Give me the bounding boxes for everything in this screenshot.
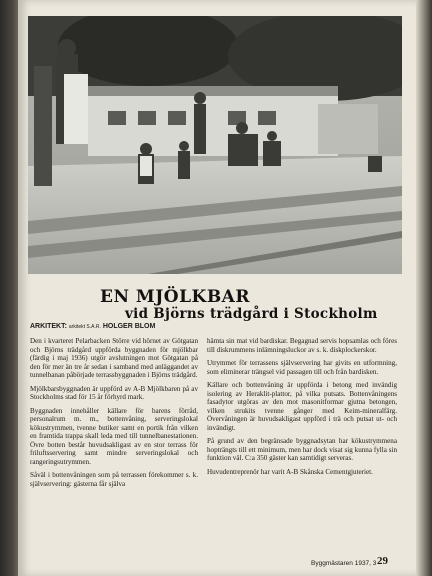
architect-label: ARKITEKT: [30,323,67,330]
architect-credit [30,323,155,330]
paragraph: Mjölkbarsbyggnaden är uppförd av A-B Mjölkbaren på av Stockholms stad för 15 år förhyrd mark. [30,384,198,401]
page-edge [416,0,432,576]
article-subtitle: vid Björns trädgård i Stockholm [125,306,378,322]
page-number: 29 [377,555,388,567]
text-column-1 [30,337,198,493]
paragraph: Byggnaden innehåller källare för barens förråd, personalrum m. m., bottenvåning, serveringslokal kökustrymmen, tvenne butiker samt en portik från vilken en framtida trappa skall leda med till tunnelbanestationen. Övre botten består huvudsakligast av en stor terrass för friluftsservering samt mindre serveringslokal och rangeringsutrymmen. [30,406,198,466]
article-title: EN MJÖLKBAR [100,287,250,307]
paragraph: Utrymmet för terrassens självservering har givits en utformning, som eliminerar trängsel vid passagen till och från bardisken. [207,359,397,376]
text-column-2 [207,337,397,481]
paragraph: På grund av den begränsade byggnadsytan har kökustrymmena hopträngts till ett minimum, men har dock visat sig kunna fylla sin funktion väl. C:a 350 gäster kan samtidigt serveras. [207,437,397,462]
journal-footer: Byggmästaren 1937, 3 [311,560,377,567]
binding-gutter [0,0,18,576]
paragraph: Källare och bottenvåning är uppförda i betong med invändig isolering av Heraklit-plattor, på vilka putsats. Bottenvåningens fasadytor utgöras av den mot masonitformar gjutna betongen, vilken strukits tvenne gånger med Keim-mineralfärg. Övervåningen är huvudsakligast uppförd i trä och putsat ut- och invändigt. [207,381,397,432]
architect-title: arkitekt S.A.R. [68,324,101,330]
paragraph: hämta sin mat vid bardiskar. Begagnad servis hopsamlas och föres till diskrummens inlämningsluckor av s. k. diskplockerskor. [207,337,397,354]
paragraph: Huvudentreprenör har varit A-B Skånska Cementgjuteriet. [207,467,373,476]
architect-name: HOLGER BLOM [102,323,156,330]
paragraph: Den i kvarteret Pelarbacken Större vid hörnet av Götgatan och Björns trädgård uppförda byggnaden för mjölkbar (färdig i maj 1936) utgör avslutningen mot Götgatan på den för mer än tre år sedan i samband med anläggandet av tunnelbanan påbörjade terrassbyggnaden i Björns trädgård. [30,337,198,379]
paragraph: Såväl i bottenvåningen som på terrassen förekommer s. k. självservering: gästerna får själva [30,471,198,488]
photo-garden-milkbar [28,16,402,274]
